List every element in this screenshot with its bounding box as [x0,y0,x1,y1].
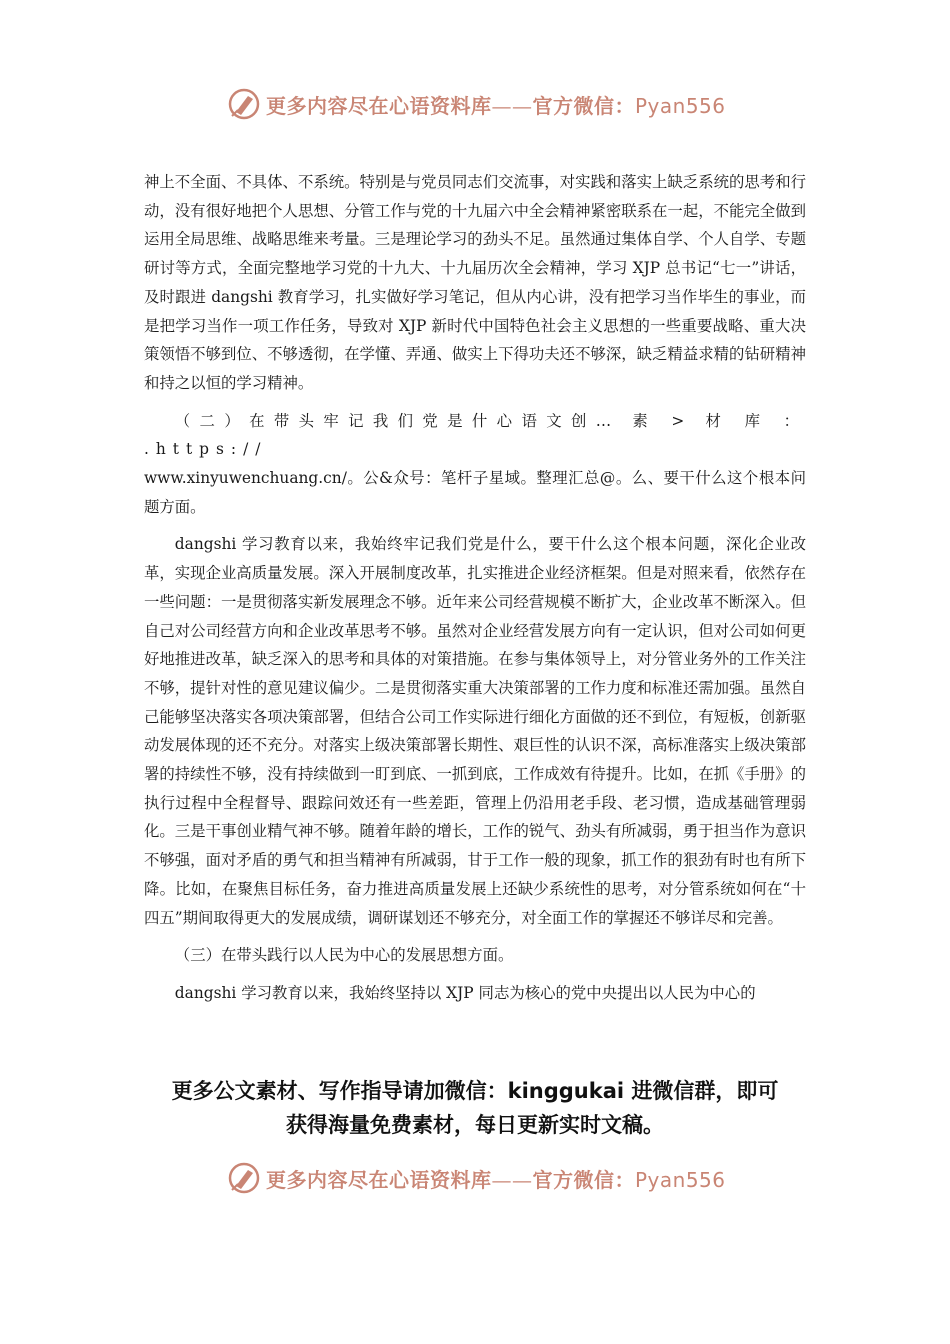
section-heading-3: （三）在带头践行以人民为中心的发展思想方面。 [174,946,514,965]
banner-separator: —— [491,93,533,118]
banner-main-text: 更多内容尽在心语资料库 [266,1167,492,1192]
banner-title [266,1164,726,1193]
banner-separator: —— [491,1167,533,1192]
section-heading-2-line1: （二）在带头牢记我们党是什心语文创… 素 > 材 库 ： .https:// [144,411,806,459]
banner-wechat-id: Pyan556 [635,1167,726,1192]
banner-wechat-id: Pyan556 [635,93,726,118]
paragraph-section-2: dangshi 学习教育以来，我始终牢记我们党是什么，要干什么这个根本问题，深化企业改革，实现企业高质量发展。深入开展制度改革，扎实推进企业经济框架。但是对照来看，依然存在一些问题：一是贯彻落实新发展理念不够。近年来公司经营规模不断扩大，企业改革不断深入。但自己对公司经营方向和企业改革思考不够。虽然对企业经营发展方向有一定认识，但对公司如何更好地推进改革，缺乏深入的思考和具体的对策措施。在参与集体领导上，对分管业务外的工作关注不够，提针对性的意见建议偏少。二是贯彻落实重大决策部署的工作力度和标准还需加强。虽然自己能够坚决落实各项决策部署，但结合公司工作实际进行细化方面做的还不到位，有短板，创新驱动发展体现的还不充分。对落实上级决策部署长期性、艰巨性的认识不深，高标准落实上级决策部署的持续性不够，没有持续做到一盯到底、一抓到底，工作成效有待提升。比如，在抓《手册》的执行过程中全程督导、跟踪问效还有一些差距，管理上仍沿用老手段、老习惯，造成基础管理弱化。三是干事创业精气神不够。随着年龄的增长，工作的锐气、劲头有所减弱，勇于担当作为意识不够强，面对矛盾的勇气和担当精神有所减弱，甘于工作一般的现象，抓工作的狠劲有时也有所下降。比如，在聚焦目标任务，奋力推进高质量发展上还缺少系统性的思考，对分管系统如何在“十四五”期间取得更大的发展成绩，调研谋划还不够充分，对全面工作的掌握还不够详尽和完善。 [144,535,806,927]
section-heading-2-rest: www.xinyuwenchuang.cn/。公&众号：笔杆子星域。整理汇总@。么、要干什么这个根本问题方面。 [144,469,806,516]
paragraph-section-3: dangshi 学习教育以来，我始终坚持以 XJP 同志为核心的党中央提出以人民为中心的 [174,983,756,1002]
promo-notice [100,1074,850,1142]
banner-main-text: 更多内容尽在心语资料库 [266,93,492,118]
banner-title [266,90,726,119]
promo-line-2: 获得海量免费素材，每日更新实时文稿。 [286,1113,664,1137]
footer-banner [226,1156,726,1200]
pen-nib-logo-icon [226,86,262,122]
banner-wechat-label: 官方微信： [532,1167,635,1192]
promo-line-1: 更多公文素材、写作指导请加微信：kinggukai 进微信群，即可 [171,1079,779,1103]
pen-nib-logo-icon [226,1160,262,1196]
banner-wechat-label: 官方微信： [532,93,635,118]
header-banner [226,82,726,126]
document-body [144,168,806,1017]
paragraph-continuation: 神上不全面、不具体、不系统。特别是与党员同志们交流事，对实践和落实上缺乏系统的思考和行动，没有很好地把个人思想、分管工作与党的十九届六中全会精神紧密联系在一起，不能完全做到运用全局思维、战略思维来考量。三是理论学习的劲头不足。虽然通过集体自学、个人自学、专题研讨等方式，全面完整地学习党的十九大、十九届历次全会精神，学习 XJP 总书记“七一”讲话，及时跟进 dangshi 教育学习，扎实做好学习笔记，但从内心讲，没有把学习当作毕生的事业，而是把学习当作一项工作任务，导致对 XJP 新时代中国特色社会主义思想的一些重要战略、重大决策领悟不够到位、不够透彻，在学懂、弄通、做实上下得功夫还不够深，缺乏精益求精的钻研精神和持之以恒的学习精神。 [144,173,806,392]
